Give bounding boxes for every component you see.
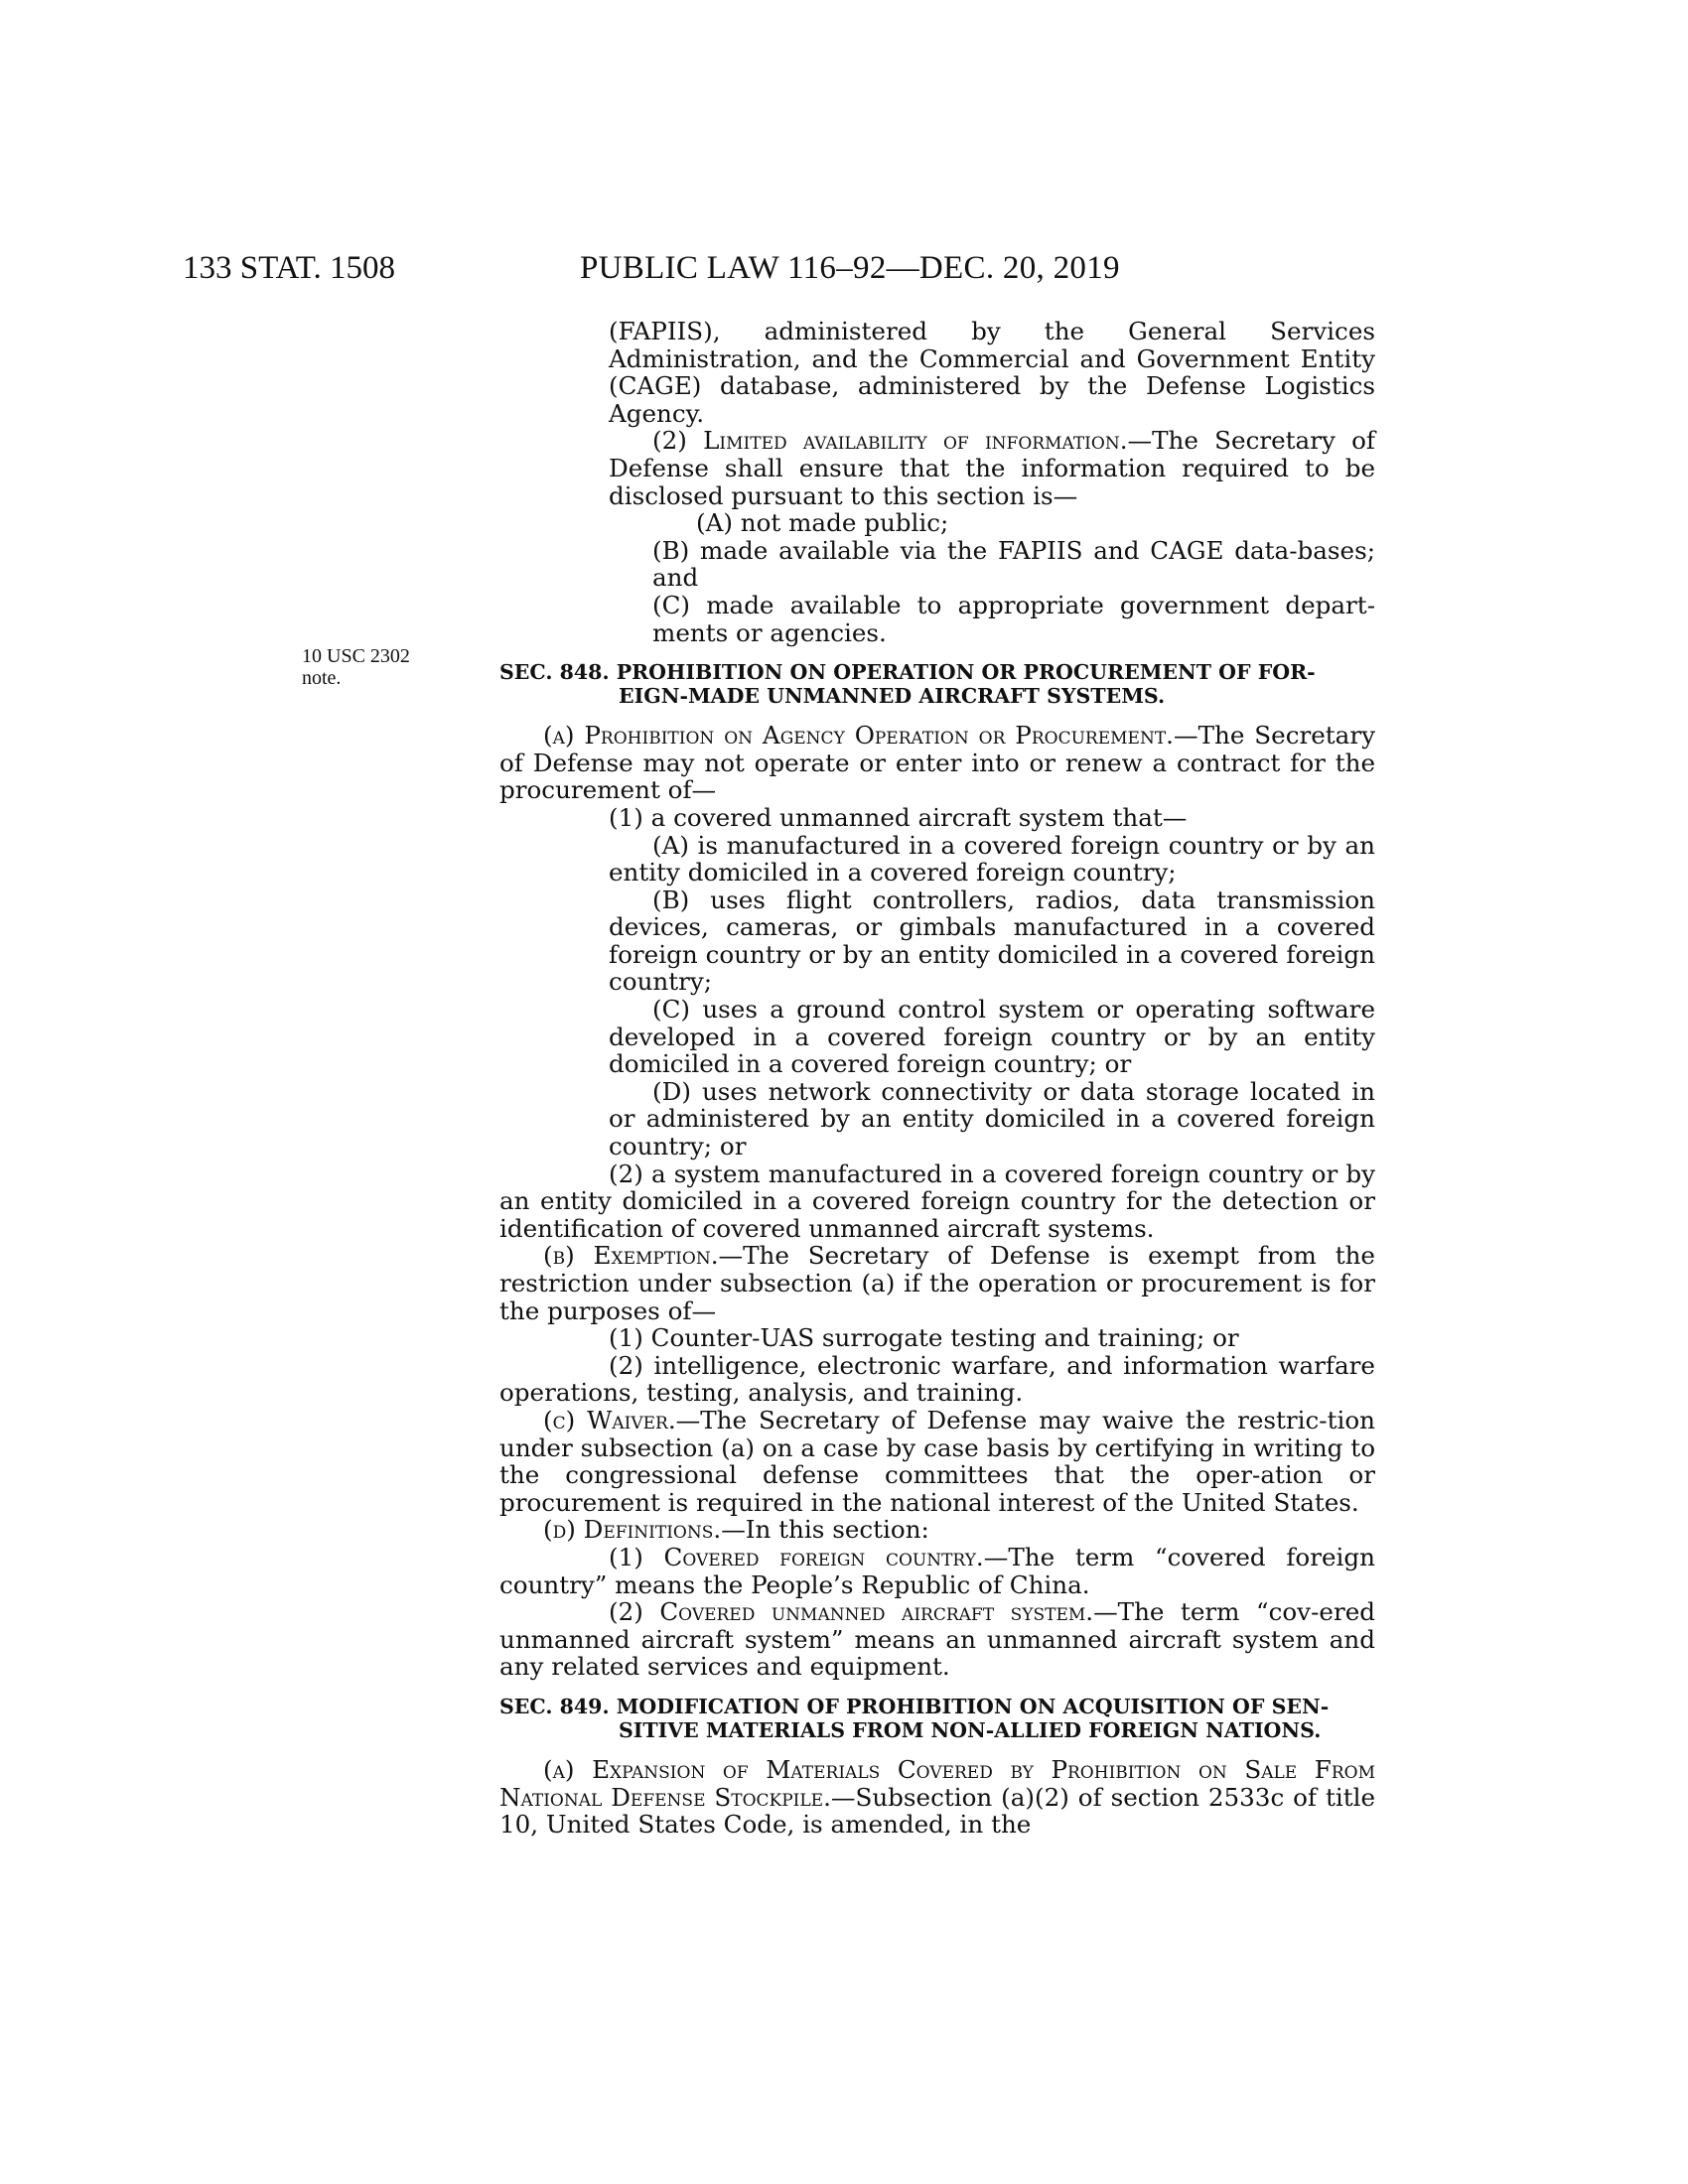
subsection-c [499,1407,1375,1516]
section-849-heading [499,1695,1375,1742]
section-848-heading [499,660,1375,708]
section-848-heading-line2: EIGN-MADE UNMANNED AIRCRAFT SYSTEMS. [619,684,1166,709]
paragraph-limited-availability [499,427,1375,509]
margin-note-citation: 10 USC 2302 [302,645,410,667]
subsection-a [499,722,1375,804]
subsection-heading: (2) Limited availability of information. [652,426,1128,456]
clause-c: (C) made available to appropriate government depart-ments or agencies. [652,590,1375,647]
paragraph-d2 [499,1598,1375,1681]
section-849-heading-line2: SITIVE MATERIALS FROM NON-ALLIED FOREIGN NATIONS. [619,1717,1322,1742]
subparagraph-a1A: (A) is manufactured in a covered foreign country or by an entity domiciled in a covered foreign country; [609,830,1375,887]
subparagraph-a1D: (D) uses network connectivity or data storage located in or administered by an entity domiciled in a covered foreign country; or [609,1076,1375,1161]
paragraph-a2: (2) a system manufactured in a covered foreign country or by an entity domiciled in a covered foreign country for the detection or identification of covered unmanned aircraft systems. [499,1159,1375,1243]
paragraph-b2: (2) intelligence, electronic warfare, and information warfare operations, testing, analysis, and training. [499,1350,1375,1408]
paragraph-fapiis: (FAPIIS), administered by the General Services Administration, and the Commercial and Government Entity (CAGE) database, administered by the Defense Logistics Agency. [609,317,1375,428]
subsection-text: —The Secretary of Defense shall ensure that the information required to be disclosed pursuant to this section is— [609,426,1375,510]
subsection-b-heading: (b) Exemption. [543,1241,719,1271]
subsection-b-text: —The Secretary of Defense is exempt from the restriction under subsection (a) if the operation or procurement is for the purposes of— [499,1241,1375,1325]
subparagraph-a1C: (C) uses a ground control system or operating software developed in a covered foreign country or by an entity domiciled in a covered foreign country; or [609,995,1375,1079]
subsection-849-a [499,1756,1375,1839]
paragraph-a1: (1) a covered unmanned aircraft system that— [609,802,1188,832]
subsection-c-text: —The Secretary of Defense may waive the restric-tion under subsection (a) on a case by case basis by certifying in writing to the congressional defense committees that the oper-ation or procurement is required in the national interest of the United States. [499,1405,1375,1517]
subsection-b [499,1242,1375,1324]
subsection-d-heading: (d) Definitions. [543,1515,722,1545]
subsection-849-a-text: —Subsection (a)(2) of section 2533c of title 10, United States Code, is amended, in the [499,1782,1375,1840]
running-title: PUBLIC LAW 116–92—DEC. 20, 2019 [580,250,1120,286]
clause-a: (A) not made public; [696,508,949,538]
subsection-c-heading: (c) Waiver. [543,1405,676,1434]
subsection-d [499,1516,1375,1544]
subparagraph-a1B: (B) uses flight controllers, radios, data transmission devices, cameras, or gimbals manufactured in a covered foreign country or by an entity domiciled in a covered foreign country; [609,885,1375,997]
section-849-heading-line1: SEC. 849. MODIFICATION OF PROHIBITION ON ACQUISITION OF SEN- [499,1694,1330,1718]
paragraph-d1-heading: (1) Covered foreign country. [609,1542,984,1571]
paragraph-d2-heading: (2) Covered unmanned aircraft system. [609,1597,1094,1627]
subsection-a-text: —The Secretary of Defense may not operate or enter into or renew a contract for the procurement of— [499,721,1375,805]
clause-b-text: (B) made available via the FAPIIS and CAGE data-bases; and [652,535,1375,593]
section-848-heading-line1: SEC. 848. PROHIBITION ON OPERATION OR PROCUREMENT OF FOR- [499,660,1316,685]
page-header [183,250,1374,290]
statute-page-number: 133 STAT. 1508 [183,250,396,286]
subsection-a-heading: (a) Prohibition on Agency Operation or Procurement. [543,721,1174,751]
subsection-849-a-heading: (a) Expansion of Materials Covered by Prohibition on Sale From National Defense Stockpile. [499,1754,1375,1812]
margin-note [302,645,411,689]
subsection-d-text: —In this section: [721,1515,929,1545]
paragraph-d1 [499,1544,1375,1598]
document-body [499,318,1375,1839]
clause-b [499,537,1375,592]
paragraph-d2-text: —The term “cov-ered unmanned aircraft system” means an unmanned aircraft system and any related services and equipment. [499,1597,1375,1682]
margin-note-suffix: note. [302,667,342,689]
paragraph-d1-text: —The term “covered foreign country” means the People’s Republic of China. [499,1542,1375,1599]
paragraph-b1: (1) Counter-UAS surrogate testing and training; or [609,1323,1239,1353]
